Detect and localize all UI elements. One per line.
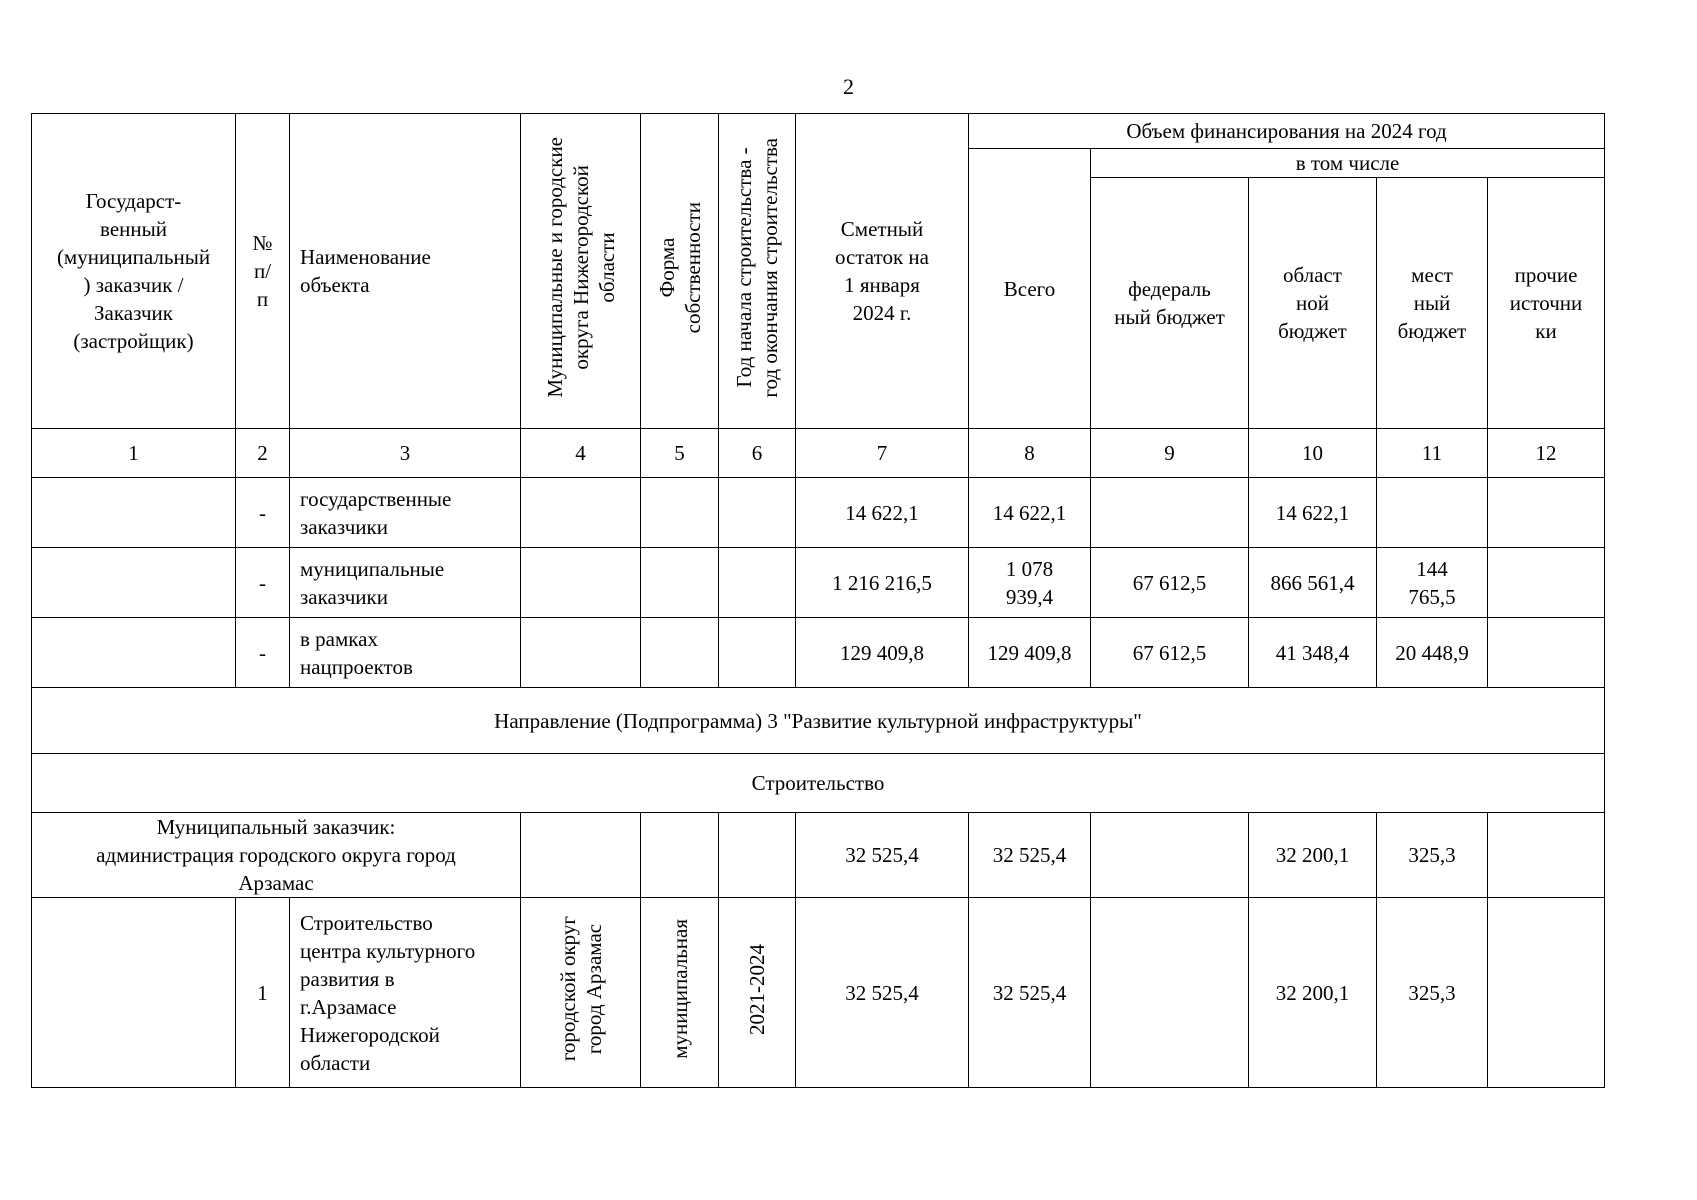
row-federal: 67 612,5	[1091, 548, 1249, 618]
header-estimate: Сметный остаток на 1 января 2024 г.	[796, 114, 969, 429]
row-local: 325,3	[1377, 813, 1488, 898]
row-total: 32 525,4	[969, 813, 1091, 898]
column-number-row	[32, 429, 1605, 478]
header-years	[719, 114, 796, 429]
summary-row-state	[32, 478, 1605, 548]
object-row	[32, 898, 1605, 1088]
section-title: Направление (Подпрограмма) 3 "Развитие культурной инфраструктуры"	[32, 688, 1605, 754]
object-name: Строительство центра культурного развития в г.Арзамасе Нижегородской области	[290, 898, 521, 1088]
row-total: 14 622,1	[969, 478, 1091, 548]
financing-table	[31, 113, 1605, 1088]
object-municipality-text: городской округ город Арзамас	[555, 916, 606, 1062]
row-regional: 32 200,1	[1249, 898, 1377, 1088]
row-estimate: 129 409,8	[796, 618, 969, 688]
header-including: в том числе	[1091, 149, 1605, 178]
header-number: № п/ п	[236, 114, 290, 429]
row-local: 144 765,5	[1377, 548, 1488, 618]
column-number: 11	[1377, 429, 1488, 478]
column-number: 12	[1488, 429, 1605, 478]
page-number: 2	[843, 74, 854, 99]
column-number: 9	[1091, 429, 1249, 478]
column-number: 4	[521, 429, 641, 478]
subsection-title: Строительство	[32, 754, 1605, 813]
object-municipality	[521, 898, 641, 1088]
row-name: государственные заказчики	[290, 478, 521, 548]
summary-row-national-projects	[32, 618, 1605, 688]
row-regional: 41 348,4	[1249, 618, 1377, 688]
object-years	[719, 898, 796, 1088]
column-number: 7	[796, 429, 969, 478]
row-regional: 32 200,1	[1249, 813, 1377, 898]
row-local	[1377, 478, 1488, 548]
header-ownership-text: Форма собственности	[654, 201, 705, 334]
column-number: 5	[641, 429, 719, 478]
header-funding: Объем финансирования на 2024 год	[969, 114, 1605, 149]
header-municipality-text: Муниципальные и городские округа Нижегородской области	[542, 137, 619, 398]
object-ownership	[641, 898, 719, 1088]
header-ownership	[641, 114, 719, 429]
header-total: Всего	[969, 149, 1091, 429]
summary-row-municipal	[32, 548, 1605, 618]
row-total: 32 525,4	[969, 898, 1091, 1088]
row-federal: 67 612,5	[1091, 618, 1249, 688]
header-other: прочие источни ки	[1488, 178, 1605, 429]
row-total: 1 078 939,4	[969, 548, 1091, 618]
customer-name: Муниципальный заказчик: администрация городского округа город Арзамас	[32, 813, 521, 898]
row-number: 1	[236, 898, 290, 1088]
column-number: 3	[290, 429, 521, 478]
header-local: мест ный бюджет	[1377, 178, 1488, 429]
row-local: 20 448,9	[1377, 618, 1488, 688]
object-ownership-text: муниципальная	[667, 919, 692, 1059]
column-number: 2	[236, 429, 290, 478]
row-total: 129 409,8	[969, 618, 1091, 688]
customer-row	[32, 813, 1605, 898]
header-years-text: Год начала строительства - год окончания строительства	[732, 137, 782, 398]
row-name: в рамках нацпроектов	[290, 618, 521, 688]
column-number: 1	[32, 429, 236, 478]
header-federal: федераль ный бюджет	[1091, 178, 1249, 429]
column-number: 8	[969, 429, 1091, 478]
row-estimate: 14 622,1	[796, 478, 969, 548]
row-estimate: 32 525,4	[796, 813, 969, 898]
column-number: 6	[719, 429, 796, 478]
row-name: муниципальные заказчики	[290, 548, 521, 618]
column-number: 10	[1249, 429, 1377, 478]
row-estimate: 32 525,4	[796, 898, 969, 1088]
row-number: -	[236, 548, 290, 618]
header-object-name: Наименование объекта	[290, 114, 521, 429]
row-estimate: 1 216 216,5	[796, 548, 969, 618]
header-municipality	[521, 114, 641, 429]
header-regional: област ной бюджет	[1249, 178, 1377, 429]
header-customer: Государст- венный (муниципальный ) заказчик / Заказчик (застройщик)	[32, 114, 236, 429]
row-local: 325,3	[1377, 898, 1488, 1088]
object-years-text: 2021-2024	[745, 943, 769, 1035]
row-federal	[1091, 478, 1249, 548]
row-number: -	[236, 478, 290, 548]
row-regional: 866 561,4	[1249, 548, 1377, 618]
row-regional: 14 622,1	[1249, 478, 1377, 548]
row-number: -	[236, 618, 290, 688]
